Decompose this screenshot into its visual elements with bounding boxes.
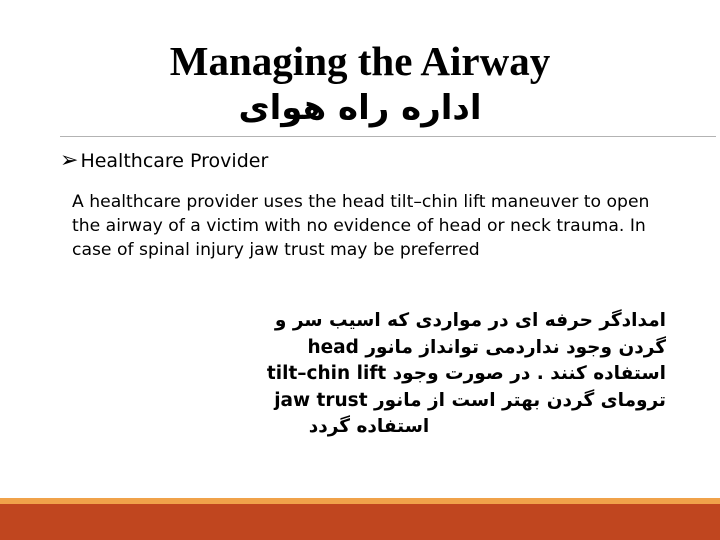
- title-divider: [60, 136, 716, 137]
- persian-text: ترومای گردن بهتر است از مانور: [374, 389, 666, 411]
- footer-bar: [0, 504, 720, 540]
- english-term: jaw trust: [274, 389, 368, 411]
- persian-text: گردن وجود نداردمی توانداز مانور: [365, 336, 666, 358]
- slide-subtitle-fa: اداره راه هوای: [238, 88, 482, 128]
- arrow-bullet-icon: ➢: [60, 148, 79, 173]
- section-heading: [60, 148, 268, 174]
- english-term: tilt–chin lift: [266, 363, 387, 384]
- paragraph-persian-line: امدادگر حرفه ای در مواردی که اسیب سر و: [274, 310, 666, 331]
- slide-title: Managing the Airway: [169, 38, 551, 84]
- paragraph-persian: [72, 308, 666, 441]
- paragraph-english: A healthcare provider uses the head tilt–chin lift maneuver to open the airway of a victim with no evidence of head or neck trauma. In case of spinal injury jaw trust may be preferred: [72, 192, 650, 260]
- english-term: head: [307, 336, 359, 358]
- section-heading-label: Healthcare Provider: [80, 150, 269, 172]
- paragraph-persian-line: [72, 388, 666, 415]
- paragraph-persian-line: استفاده گردد: [308, 416, 430, 437]
- paragraph-persian-line: [72, 335, 666, 362]
- paragraph-persian-line: [72, 361, 666, 388]
- persian-text: استفاده کنند . در صورت وجود: [392, 363, 666, 384]
